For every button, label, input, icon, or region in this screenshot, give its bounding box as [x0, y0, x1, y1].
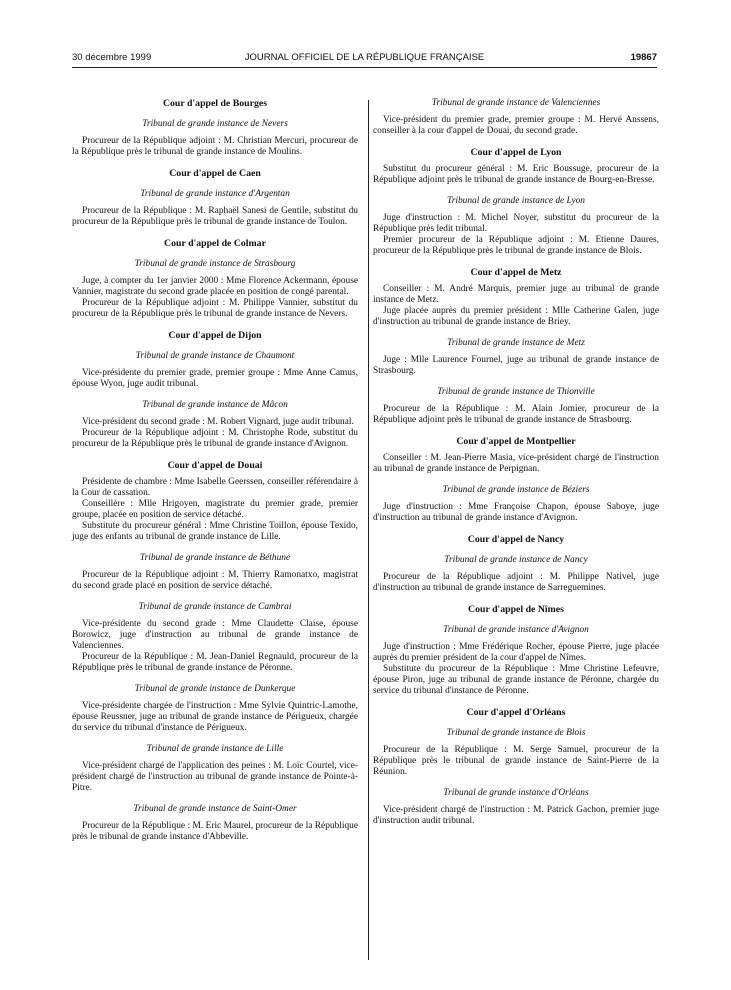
appointment-paragraph: Premier procureur de la République adjoint : M. Etienne Daures, procureur de la République près le tribunal de grande instance de Blois. — [373, 235, 659, 256]
court-heading: Cour d'appel de Dijon — [168, 330, 262, 341]
appointment-paragraph: Juge d'instruction : Mme Françoise Chapon, épouse Saboye, juge d'instruction au tribunal de grande instance d'Avignon. — [373, 502, 659, 523]
appointment-paragraph: Vice-présidente du premier grade, premier groupe : Mme Anne Camus, épouse Wyon, juge audit tribunal. — [72, 368, 358, 389]
tribunal-heading: Tribunal de grande instance de Béziers — [442, 485, 590, 495]
appointment-paragraph: Procureur de la République : M. Eric Maurel, procureur de la République près le tribunal de grande instance d'Abbeville. — [72, 821, 358, 842]
tribunal-heading: Tribunal de grande instance de Valenciennes — [431, 98, 601, 108]
column-divider — [368, 100, 369, 960]
appointment-paragraph: Procureur de la République : M. Serge Samuel, procureur de la République près le tribunal de grande instance de Saint-Pierre de la Réunion. — [373, 745, 659, 777]
appointment-paragraph: Vice-président du second grade : M. Robert Vignard, juge audit tribunal. — [82, 417, 354, 427]
tribunal-heading: Tribunal de grande instance de Strasbourg — [134, 259, 296, 269]
tribunal-heading: Tribunal de grande instance de Béthune — [139, 553, 291, 563]
tribunal-heading: Tribunal de grande instance de Nevers — [142, 119, 288, 129]
appointment-paragraph: Juge : Mlle Laurence Fournel, juge au tribunal de grande instance de Strasbourg. — [373, 355, 659, 376]
appointment-paragraph: Juge placée auprès du premier président : Mlle Catherine Galen, juge d'instruction au tribunal de grande instance de Briey. — [373, 306, 659, 327]
tribunal-heading: Tribunal de grande instance d'Orléans — [443, 788, 589, 798]
court-heading: Cour d'appel de Montpellier — [456, 436, 576, 447]
appointment-paragraph: Procureur de la République adjoint : M. Philippe Nativel, juge d'instruction au tribunal de grande instance de Sarreguemines. — [373, 572, 659, 593]
appointment-paragraph: Vice-président chargé de l'instruction : M. Patrick Gachon, premier juge d'instruction audit tribunal. — [373, 805, 659, 826]
court-heading: Cour d'appel de Bourges — [162, 98, 268, 109]
appointment-paragraph: Vice-présidente chargée de l'instruction : Mme Sylvie Quintric-Lamothe, épouse Reussner, juge au tribunal de grande instance de Périgueux, chargée du service du tribunal d'instance de Périgueux. — [72, 701, 358, 733]
page-header — [72, 52, 657, 66]
tribunal-heading: Tribunal de grande instance de Chaumont — [135, 351, 295, 361]
header-rule — [72, 67, 657, 68]
appointment-paragraph: Vice-présidente du second grade : Mme Claudette Claise, épouse Borowicz, juge d'instruction au tribunal de grande instance de Valenciennes. — [72, 619, 358, 651]
court-heading: Cour d'appel de Lyon — [470, 147, 562, 158]
court-heading: Cour d'appel de Nîmes — [468, 604, 564, 615]
tribunal-heading: Tribunal de grande instance de Mâcon — [142, 400, 288, 410]
appointment-paragraph: Présidente de chambre : Mme Isabelle Geerssen, conseiller référendaire à la Cour de cassation. — [72, 477, 358, 498]
court-heading: Cour d'appel de Nancy — [467, 534, 565, 545]
header-journal-title: JOURNAL OFFICIEL DE LA RÉPUBLIQUE FRANÇAISE — [244, 52, 485, 63]
tribunal-heading: Tribunal de grande instance de Lille — [146, 744, 284, 754]
appointment-paragraph: Procureur de la République : M. Jean-Daniel Regnauld, procureur de la République près le tribunal de grande instance de Péronne. — [72, 652, 358, 673]
court-heading: Cour d'appel de Caen — [169, 168, 261, 179]
appointment-paragraph: Conseiller : M. Jean-Pierre Masia, vice-président chargé de l'instruction au tribunal de grande instance de Perpignan. — [373, 453, 659, 474]
court-heading: Cour d'appel de Metz — [470, 267, 562, 278]
header-date: 30 décembre 1999 — [72, 52, 152, 63]
appointment-paragraph: Procureur de la République adjoint : M. Thierry Ramonatxo, magistrat du second grade placé en position de service détaché. — [72, 570, 358, 591]
tribunal-heading: Tribunal de grande instance de Blois — [446, 728, 586, 738]
tribunal-heading: Tribunal de grande instance de Dunkerque — [134, 684, 296, 694]
tribunal-heading: Tribunal de grande instance de Nancy — [444, 555, 588, 565]
appointment-paragraph: Procureur de la République : M. Raphaël Sanesi de Gentile, substitut du procureur de la République près le tribunal de grande instance de Toulon. — [72, 206, 358, 227]
tribunal-heading: Tribunal de grande instance d'Argentan — [140, 189, 290, 199]
tribunal-heading: Tribunal de grande instance de Cambrai — [138, 602, 292, 612]
tribunal-heading: Tribunal de grande instance de Thionville — [437, 387, 595, 397]
appointment-paragraph: Procureur de la République adjoint : M. Christian Mercuri, procureur de la République près le tribunal de grande instance de Moulins. — [72, 136, 358, 157]
court-heading: Cour d'appel de Colmar — [164, 238, 266, 249]
appointment-paragraph: Procureur de la République adjoint : M. Philippe Vannier, substitut du procureur de la République près le tribunal de grande instance de Nevers. — [72, 298, 358, 319]
appointment-paragraph: Juge d'instruction : M. Michel Noyer, substitut du procureur de la République près ledit tribunal. — [373, 213, 659, 234]
header-page-number: 19867 — [630, 52, 657, 63]
appointment-paragraph: Conseiller : M. André Marquis, premier juge au tribunal de grande instance de Metz. — [373, 284, 659, 305]
appointment-paragraph: Substitute du procureur de la République : Mme Christine Lefeuvre, épouse Piron, juge au tribunal de grande instance de Péronne, chargée du service du tribunal d'instance de Péronne. — [373, 664, 659, 696]
appointment-paragraph: Juge d'instruction : Mme Frédérique Rocher, épouse Pierre, juge placée auprès du premier président de la cour d'appel de Nîmes. — [373, 642, 659, 663]
appointment-paragraph: Procureur de la République adjoint : M. Christophe Rode, substitut du procureur de la République près le tribunal de grande instance d'Avignon. — [72, 428, 358, 449]
court-heading: Cour d'appel d'Orléans — [466, 707, 566, 718]
tribunal-heading: Tribunal de grande instance de Saint-Omer — [133, 804, 297, 814]
tribunal-heading: Tribunal de grande instance de Metz — [447, 338, 585, 348]
appointment-paragraph: Juge, à compter du 1er janvier 2000 : Mme Florence Ackermann, épouse Vannier, magistrate du second grade placée en position de congé parental. — [72, 276, 358, 297]
left-column — [72, 98, 358, 843]
appointment-paragraph: Conseillère : Mlle Hrigoyen, magistrate du premier grade, premier groupe, placée en position de service détaché. — [72, 499, 358, 520]
appointment-paragraph: Procureur de la République : M. Alain Jomier, procureur de la République adjoint près le tribunal de grande instance de Strasbourg. — [373, 404, 659, 425]
tribunal-heading: Tribunal de grande instance de Lyon — [447, 196, 585, 206]
tribunal-heading: Tribunal de grande instance d'Avignon — [443, 625, 589, 635]
appointment-paragraph: Vice-président du premier grade, premier groupe : M. Hervé Anssens, conseiller à la cour d'appel de Douai, du second grade. — [373, 115, 659, 136]
court-heading: Cour d'appel de Douai — [167, 460, 263, 471]
appointment-paragraph: Substitut du procureur général : M. Eric Boussuge, procureur de la République adjoint près le tribunal de grande instance de Bourg-en-Bresse. — [373, 164, 659, 185]
appointment-paragraph: Vice-président chargé de l'application des peines : M. Loïc Courtel, vice-président chargé de l'instruction au tribunal de grande instance de Pointe-à-Pitre. — [72, 761, 358, 793]
appointment-paragraph: Substitute du procureur général : Mme Christine Toillon, épouse Texido, juge des enfants au tribunal de grande instance de Lille. — [72, 521, 358, 542]
right-column — [373, 98, 659, 827]
